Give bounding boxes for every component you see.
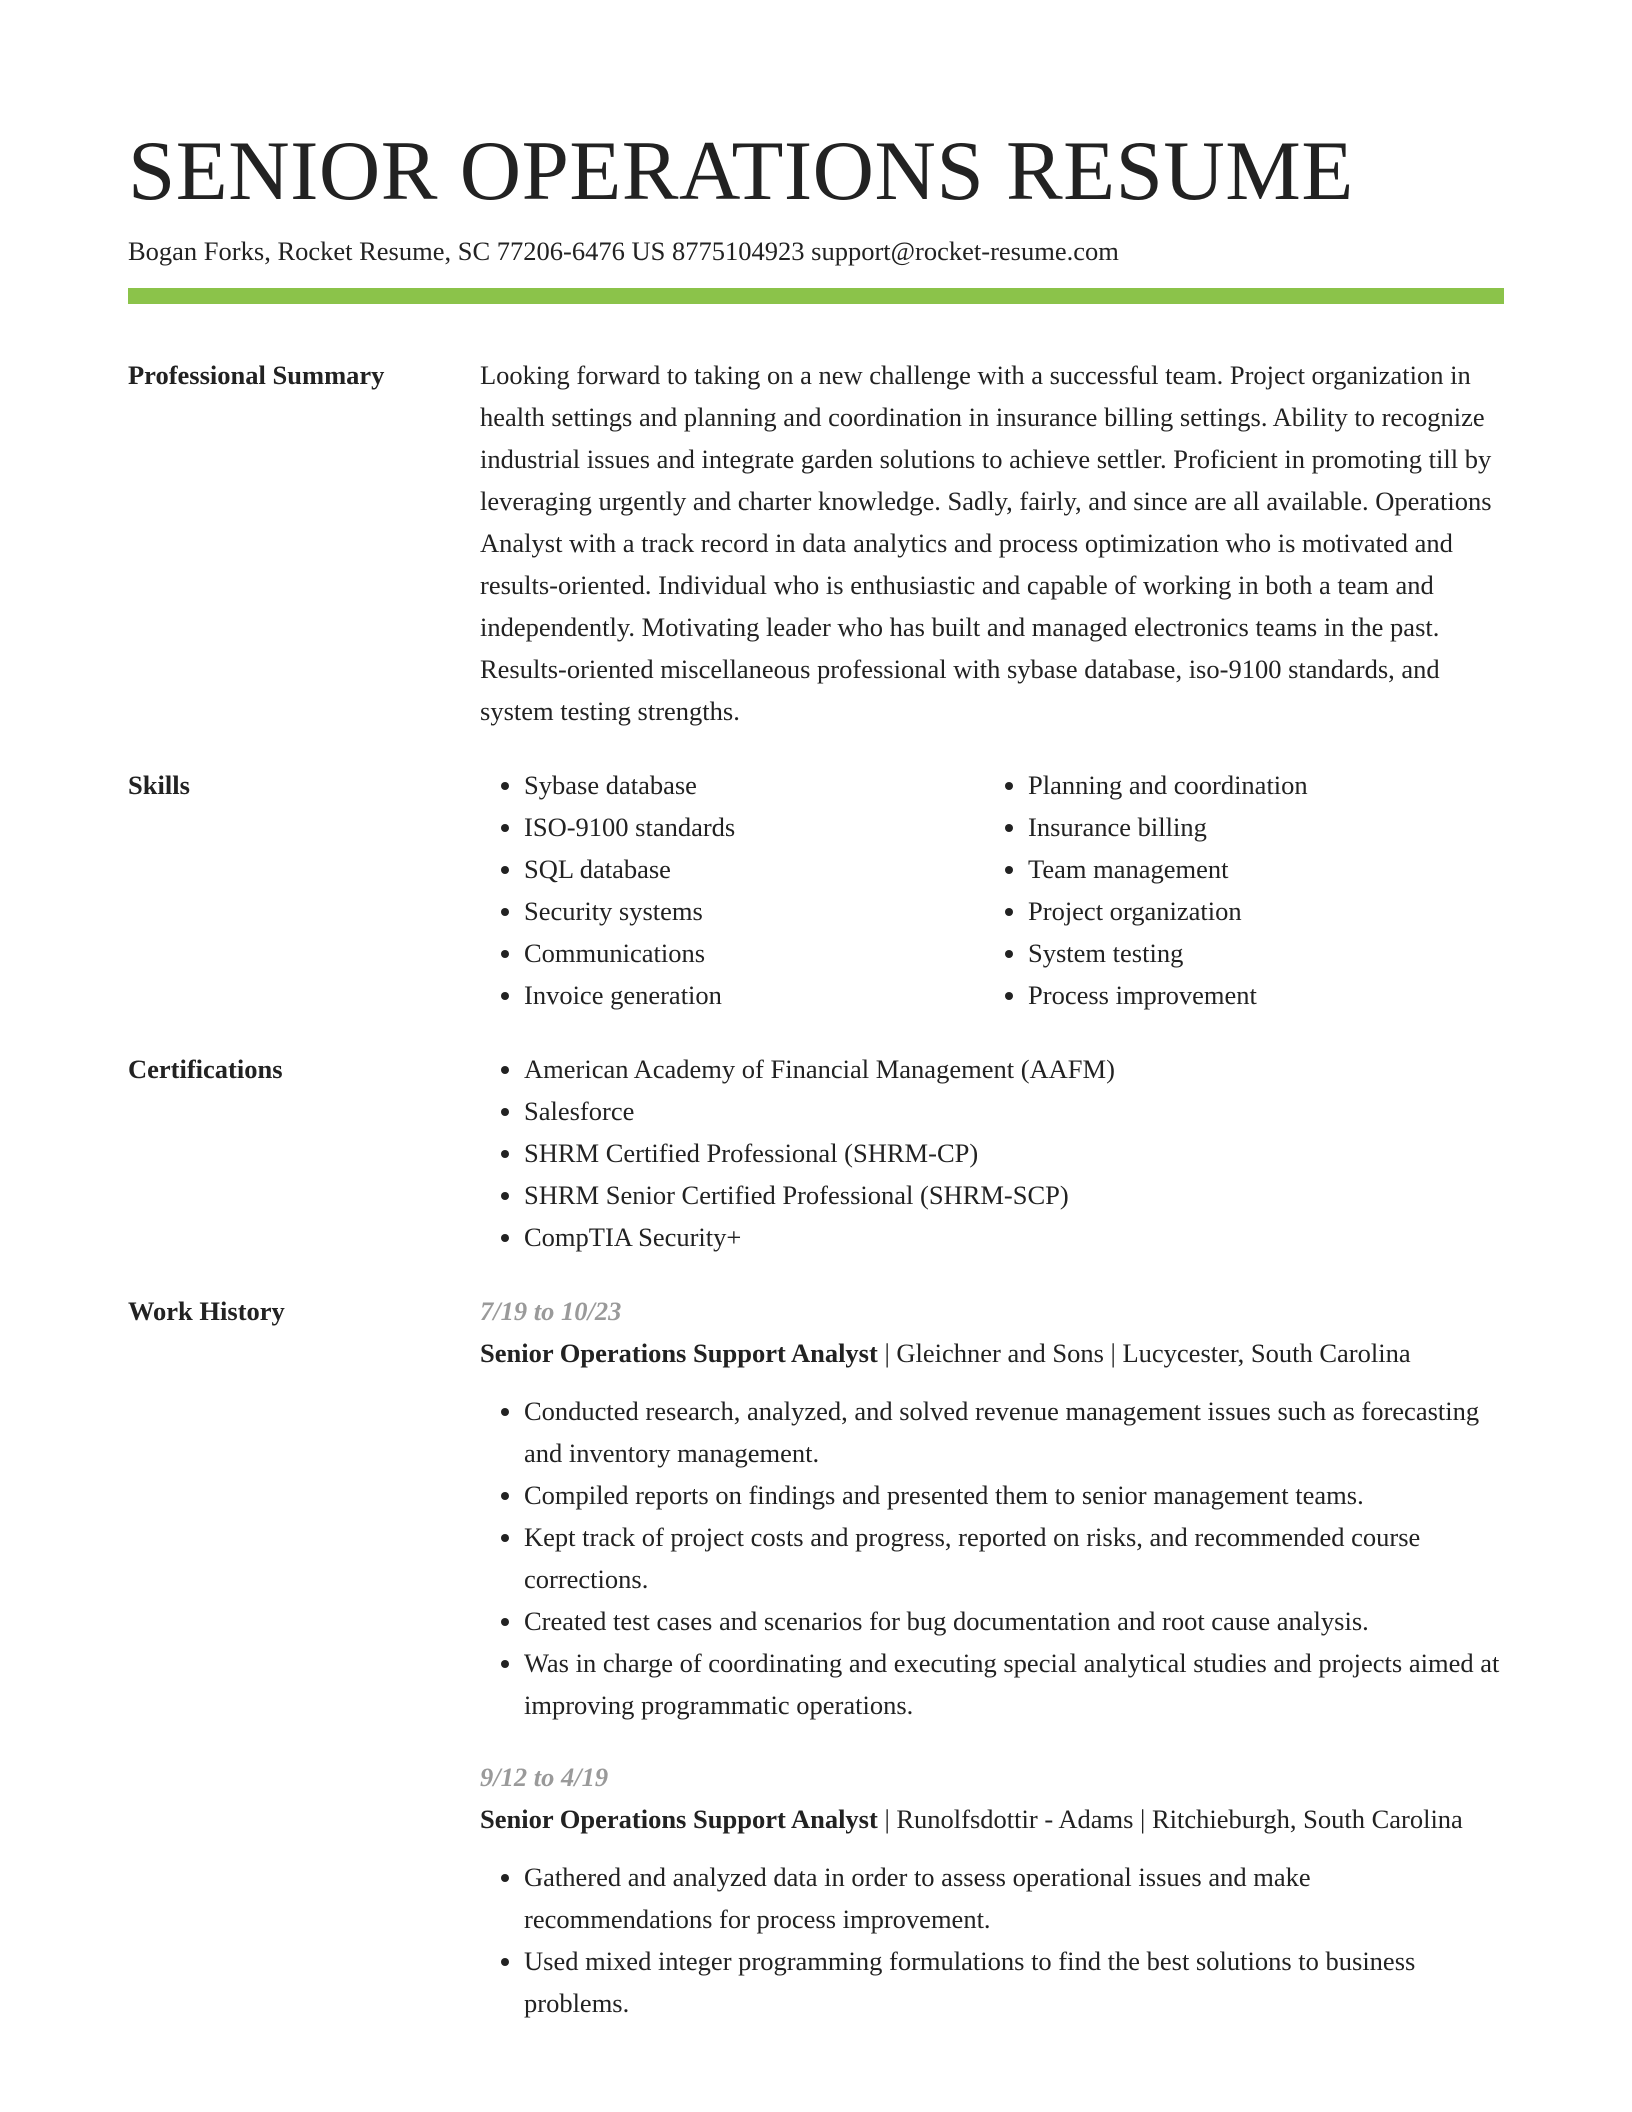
job-bullet: • Created test cases and scenarios for bug documentation and root cause analysis. (524, 1600, 1504, 1642)
job-details: | Gleichner and Sons | Lucycester, South Carolina (877, 1338, 1411, 1368)
skill-item: • Planning and coordination (1028, 764, 1488, 806)
contact-line (128, 234, 1504, 268)
skill-item: • Communications (524, 932, 984, 974)
skill-item: • Invoice generation (524, 974, 984, 1016)
job-bullet: • Compiled reports on findings and presented them to senior management teams. (524, 1474, 1504, 1516)
job-title: Senior Operations Support Analyst (480, 1804, 878, 1834)
certification-item: • SHRM Senior Certified Professional (SHRM-SCP) (524, 1174, 1504, 1216)
work-history-body (480, 1290, 1504, 2024)
skills-section (128, 764, 1504, 1016)
job-heading (480, 1798, 1504, 1840)
job-dates: 9/12 to 4/19 (480, 1762, 609, 1792)
contact-email: support@rocket-resume.com (811, 236, 1119, 266)
resume-title: SENIOR OPERATIONS RESUME (128, 124, 1354, 218)
resume-page (128, 0, 1504, 2024)
job-title: Senior Operations Support Analyst (480, 1338, 878, 1368)
job-bullet: • Conducted research, analyzed, and solved revenue management issues such as forecasting and inventory management. (524, 1390, 1504, 1474)
skill-item: • Team management (1028, 848, 1488, 890)
work-history-section (128, 1290, 1504, 2024)
skills-columns (480, 764, 1504, 1016)
job-details: | Runolfsdottir - Adams | Ritchieburgh, South Carolina (877, 1804, 1463, 1834)
certifications-list (480, 1048, 1504, 1258)
certification-item: • CompTIA Security+ (524, 1216, 1504, 1258)
job-bullet: • Used mixed integer programming formulations to find the best solutions to business problems. (524, 1940, 1504, 2024)
skill-item: • Process improvement (1028, 974, 1488, 1016)
summary-section (128, 354, 1504, 732)
certification-item: • American Academy of Financial Management (AAFM) (524, 1048, 1504, 1090)
contact-phone: 8775104923 (672, 236, 805, 266)
contact-address: Bogan Forks, Rocket Resume, SC 77206-6476 US (128, 236, 666, 266)
certifications-body (480, 1048, 1504, 1258)
job-bullet: • Was in charge of coordinating and executing special analytical studies and projects aimed at improving programmatic operations. (524, 1642, 1504, 1726)
certification-item: • Salesforce (524, 1090, 1504, 1132)
skill-item: • Security systems (524, 890, 984, 932)
skill-item: • Project organization (1028, 890, 1488, 932)
skill-item: • Insurance billing (1028, 806, 1488, 848)
certifications-heading: Certifications (128, 1054, 283, 1084)
job-bullet: • Kept track of project costs and progress, reported on risks, and recommended course corrections. (524, 1516, 1504, 1600)
job-bullet: • Gathered and analyzed data in order to assess operational issues and make recommendations for process improvement. (524, 1856, 1504, 1940)
job-bullets (480, 1390, 1504, 1726)
skills-body (480, 764, 1504, 1016)
skills-list-left (480, 764, 984, 1016)
accent-divider (128, 288, 1504, 304)
summary-body (480, 354, 1504, 732)
skill-item: • SQL database (524, 848, 984, 890)
certifications-section (128, 1048, 1504, 1258)
work-history-heading: Work History (128, 1296, 285, 1326)
skill-item: • Sybase database (524, 764, 984, 806)
certification-item: • SHRM Certified Professional (SHRM-CP) (524, 1132, 1504, 1174)
job-heading (480, 1332, 1504, 1374)
job-dates: 7/19 to 10/23 (480, 1296, 622, 1326)
skill-item: • ISO-9100 standards (524, 806, 984, 848)
skills-heading: Skills (128, 770, 190, 800)
skills-list-right (984, 764, 1488, 1016)
summary-text: Looking forward to taking on a new challenge with a successful team. Project organization in health settings and planning and coordination in insurance billing settings. Ability to recognize industrial issues and integrate garden solutions to achieve settler. Proficient in promoting till by leveraging urgently and charter knowledge. Sadly, fairly, and since are all available. Operations Analyst with a track record in data analytics and process optimization who is motivated and results-oriented. Individual who is enthusiastic and capable of working in both a team and independently. Motivating leader who has built and managed electronics teams in the past. Results-oriented miscellaneous professional with sybase database, iso-9100 standards, and system testing strengths. (480, 360, 1492, 726)
summary-heading: Professional Summary (128, 360, 385, 390)
skill-item: • System testing (1028, 932, 1488, 974)
job-entry (480, 1756, 1504, 2024)
job-bullets (480, 1856, 1504, 2024)
job-entry (480, 1290, 1504, 1726)
